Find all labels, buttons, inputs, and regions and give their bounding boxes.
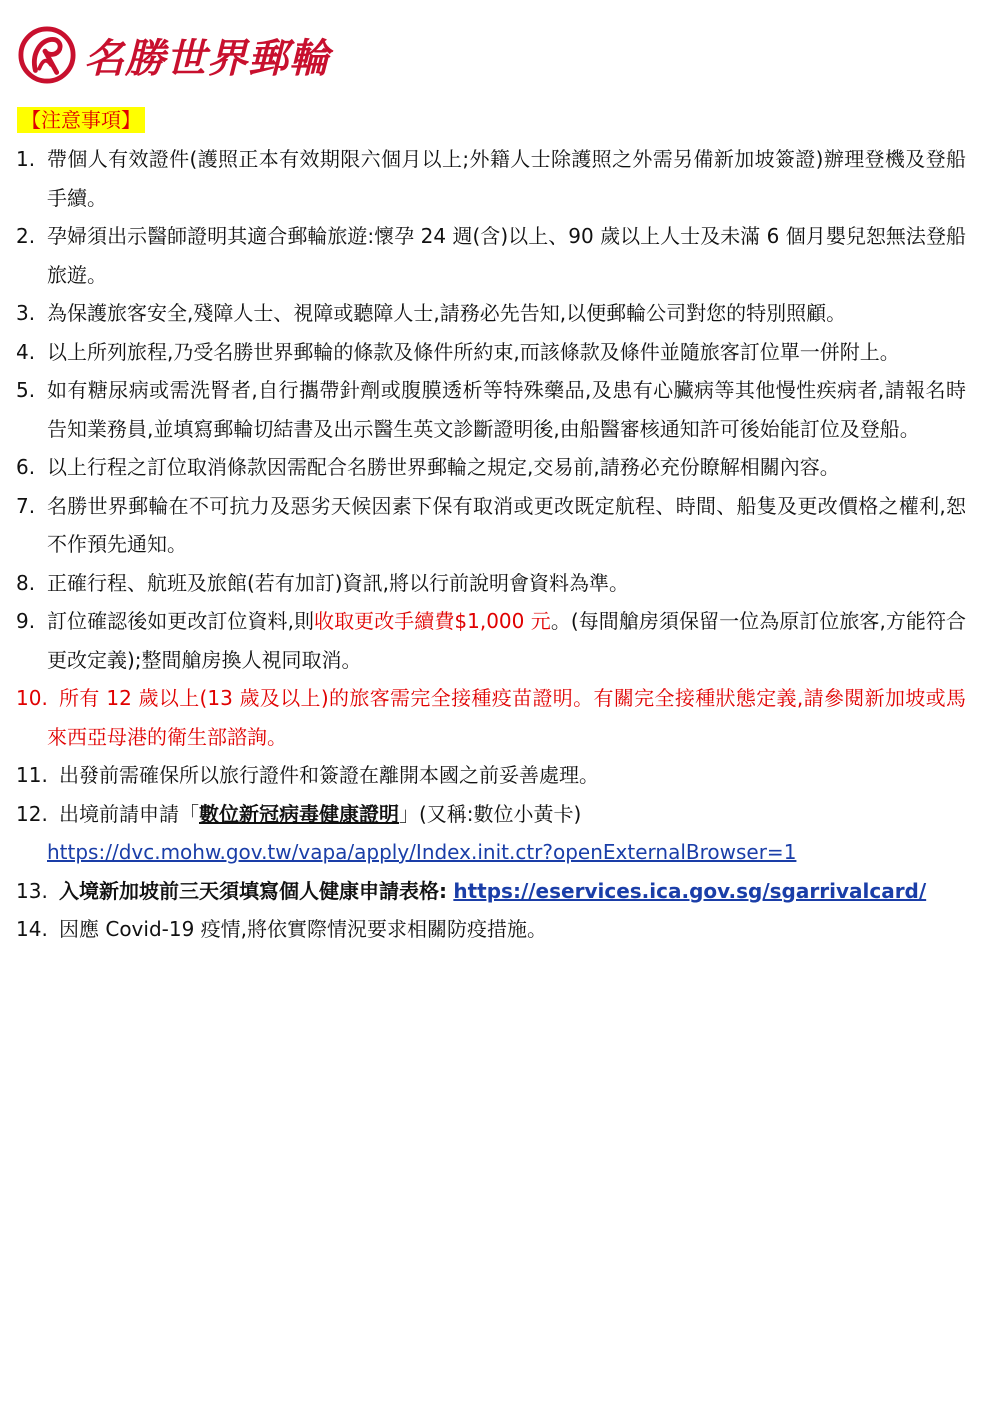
dvc-mohw-link[interactable]: https://dvc.mohw.gov.tw/vapa/apply/Index.init.ctr?openExternalBrowser=1 [47,840,797,864]
item-text: 出發前需確保所以旅行證件和簽證在離開本國之前妥善處理。 [59,763,599,787]
list-item [16,795,966,834]
item-number: 4. [16,339,36,364]
item-number: 8. [16,570,36,595]
item-number: 13. [16,878,48,903]
list-item-link-line [16,833,966,872]
list-item [16,217,966,294]
item-number: 12. [16,801,48,826]
item-text: 。(每間艙房須保留一位為原訂位旅客,方能符合更改定義);整間艙房換人視同取消。 [47,609,967,672]
item-number: 9. [16,609,36,633]
item-text: 因應 Covid-19 疫情,將依實際情況要求相關防疫措施。 [59,917,548,941]
item-text: 孕婦須出示醫師證明其適合郵輪旅遊:懷孕 24 週(含)以上、90 歲以上人士及未滿 6 個月嬰兒恕無法登船旅遊。 [47,224,966,287]
list-item [16,756,966,795]
item-number: 5. [16,378,36,402]
arrival-card-label: 入境新加坡前三天須填寫個人健康申請表格: [59,878,447,903]
item-text: 為保護旅客安全,殘障人士、視障或聽障人士,請務必先告知,以便郵輪公司對您的特別照顧。 [47,301,847,325]
list-item [16,872,966,911]
brand-logo [18,26,330,84]
digital-covid-certificate-label: 數位新冠病毒健康證明 [199,801,399,826]
list-item-vaccination [16,679,966,756]
brand-name: 名勝世界郵輪 [84,34,330,82]
item-number: 6. [16,455,36,479]
item-number: 1. [16,147,36,171]
sg-arrival-card-link[interactable]: https://eservices.ica.gov.sg/sgarrivalcard/ [453,878,927,903]
item-text: 訂位確認後如更改訂位資料,則 [47,609,315,633]
item-number: 10. [16,686,48,710]
list-item [16,371,966,448]
list-item [16,602,966,679]
item-number: 14. [16,917,48,941]
item-number: 11. [16,763,48,787]
item-text: 帶個人有效證件(護照正本有效期限六個月以上;外籍人士除護照之外需另備新加坡簽證)辦理登機及登船手續。 [47,147,966,210]
notice-title: 【注意事項】 [17,107,145,133]
list-item [16,448,966,487]
notice-list [16,140,966,949]
list-item [16,333,966,372]
change-fee-text: 收取更改手續費$1,000 元 [314,609,551,633]
item-number: 2. [16,224,36,248]
resorts-world-cruises-logo-icon [18,26,76,84]
list-item [16,910,966,949]
item-text: 所有 12 歲以上(13 歲及以上)的旅客需完全接種疫苗證明。有關完全接種狀態定義,請參閱新加坡或馬來西亞母港的衛生部諮詢。 [47,686,966,749]
list-item [16,487,966,564]
item-text: 如有糖尿病或需洗腎者,自行攜帶針劑或腹膜透析等特殊藥品,及患有心臟病等其他慢性疾病者,請報名時告知業務員,並填寫郵輪切結書及出示醫生英文診斷證明後,由船醫審核通知許可後始能訂位及登船。 [47,378,966,441]
list-item [16,294,966,333]
item-number: 3. [16,301,36,325]
item-number: 7. [16,493,36,518]
item-text: 名勝世界郵輪在不可抗力及惡劣天候因素下保有取消或更改既定航程、時間、船隻及更改價格之權利,恕不作預先通知。 [47,493,966,556]
item-text: 出境前請申請「 [59,801,199,826]
item-text: 以上所列旅程,乃受名勝世界郵輪的條款及條件所約束,而該條款及條件並隨旅客訂位單一併附上。 [47,339,900,364]
item-text: 以上行程之訂位取消條款因需配合名勝世界郵輪之規定,交易前,請務必充份瞭解相關內容。 [47,455,840,479]
list-item [16,564,966,603]
list-item [16,140,966,217]
item-text: 」(又稱:數位小黃卡) [399,801,582,826]
item-text: 正確行程、航班及旅館(若有加訂)資訊,將以行前說明會資料為準。 [47,570,629,595]
